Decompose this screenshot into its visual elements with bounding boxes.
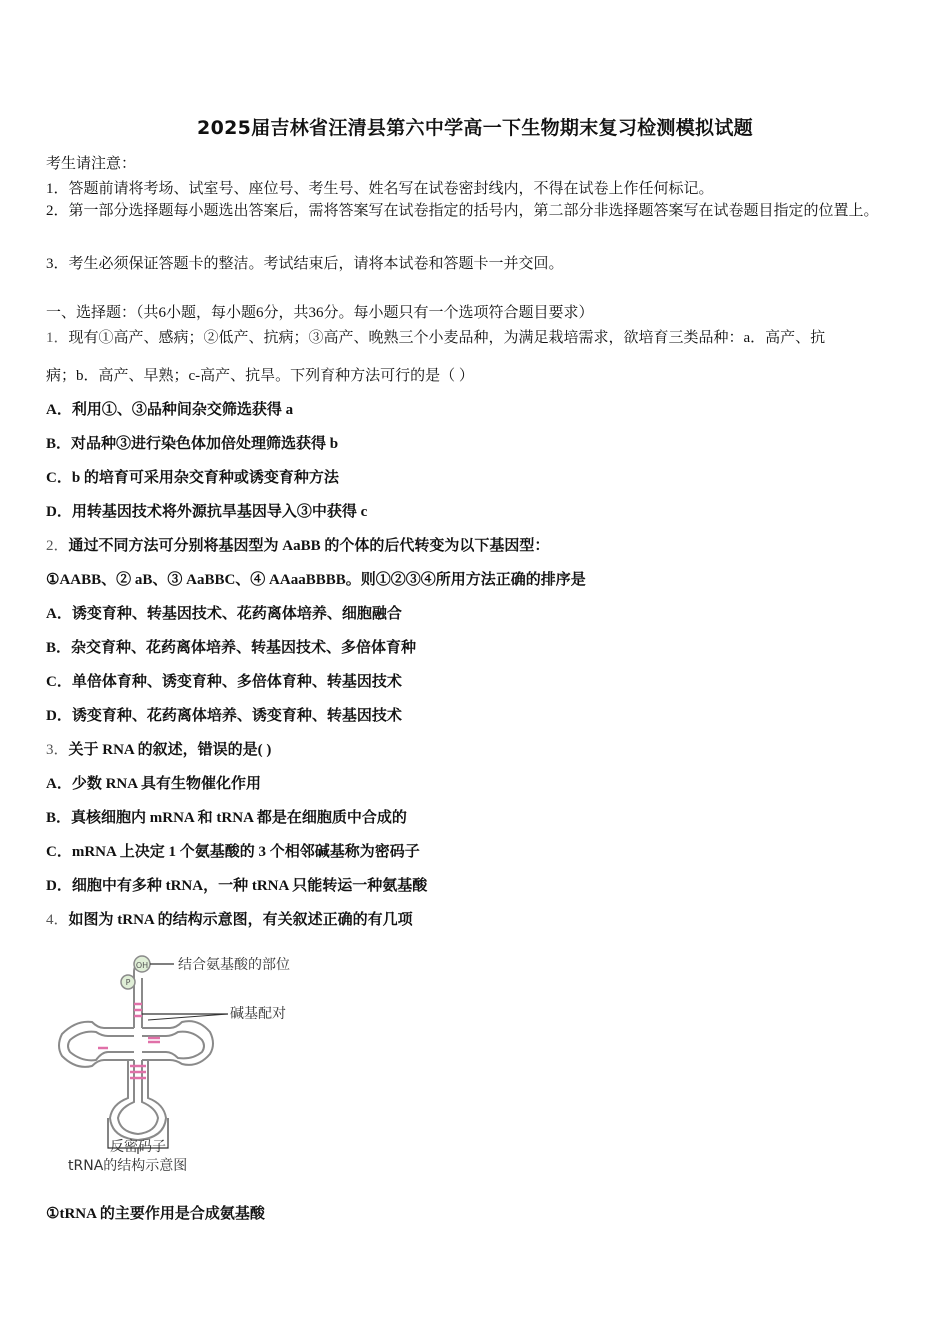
question-4-stem [46, 908, 413, 929]
question-1-option-c: C．b 的培育可采用杂交育种或诱变育种方法 [46, 470, 339, 486]
question-2-option-d: D．诱变育种、花药离体培养、诱变育种、转基因技术 [46, 708, 402, 724]
question-number: 1． [46, 330, 69, 346]
question-1-stem [46, 326, 825, 347]
question-3-option-c: C．mRNA 上决定 1 个氨基酸的 3 个相邻碱基称为密码子 [46, 844, 420, 860]
trna-diagram [52, 948, 322, 1178]
question-3-stem [46, 738, 271, 759]
question-2-option-a: A．诱变育种、转基因技术、花药离体培养、细胞融合 [46, 606, 402, 622]
question-3-option-a: A．少数 RNA 具有生物催化作用 [46, 776, 262, 792]
p-label: P [125, 978, 131, 987]
notice-item-2: 2．第一部分选择题每小题选出答案后，需将答案写在试卷指定的括号内，第二部分非选择题答案写在试卷题目指定的位置上。 [46, 203, 879, 219]
question-4-item-1: ①tRNA 的主要作用是合成氨基酸 [46, 1206, 265, 1222]
question-number: 4． [46, 912, 69, 928]
question-4-stem-line1: 如图为 tRNA 的结构示意图，有关叙述正确的有几项 [68, 912, 413, 928]
question-1-stem-line1: 现有①高产、感病；②低产、抗病；③高产、晚熟三个小麦品种，为满足栽培需求，欲培育三类品种：a．高产、抗 [68, 330, 826, 346]
label-amino-acid-site: 结合氨基酸的部位 [178, 957, 290, 973]
question-1-option-d: D．用转基因技术将外源抗旱基因导入③中获得 c [46, 504, 368, 520]
question-2-stem-line2: ①AABB、② aB、③ AaBBC、④ AAaaBBBB。则①②③④所用方法正确的排序是 [46, 572, 586, 588]
question-3-option-b: B．真核细胞内 mRNA 和 tRNA 都是在细胞质中合成的 [46, 810, 407, 826]
question-2-option-b: B．杂交育种、花药离体培养、转基因技术、多倍体育种 [46, 640, 417, 656]
question-2-stem [46, 534, 549, 555]
question-1-stem-line2: 病；b．高产、早熟；c-高产、抗旱。下列育种方法可行的是（ ） [46, 368, 474, 384]
question-1-option-a: A．利用①、③品种间杂交筛选获得 a [46, 402, 294, 418]
question-2-option-c: C．单倍体育种、诱变育种、多倍体育种、转基因技术 [46, 674, 402, 690]
notice-heading: 考生请注意： [46, 156, 137, 172]
label-base-pairing: 碱基配对 [230, 1006, 286, 1022]
question-number: 2． [46, 538, 69, 554]
notice-item-1: 1．答题前请将考场、试室号、座位号、考生号、姓名写在试卷密封线内，不得在试卷上作任何标记。 [46, 181, 714, 197]
notice-item-3: 3．考生必须保证答题卡的整洁。考试结束后，请将本试卷和答题卡一并交回。 [46, 256, 564, 272]
question-2-stem-line1: 通过不同方法可分别将基因型为 AaBB 的个体的后代转变为以下基因型： [68, 538, 550, 554]
section-heading: 一、选择题：（共6小题，每小题6分，共36分。每小题只有一个选项符合题目要求） [46, 305, 594, 321]
question-number: 3． [46, 742, 69, 758]
oh-label: OH [135, 961, 149, 970]
question-3-option-d: D．细胞中有多种 tRNA，一种 tRNA 只能转运一种氨基酸 [46, 878, 428, 894]
label-anticodon: 反密码子 [110, 1139, 166, 1155]
question-3-stem-line1: 关于 RNA 的叙述，错误的是( ) [68, 742, 272, 758]
figure-caption: tRNA的结构示意图 [68, 1158, 188, 1174]
page-title: 2025届吉林省汪清县第六中学高一下生物期末复习检测模拟试题 [197, 117, 753, 139]
question-1-option-b: B．对品种③进行染色体加倍处理筛选获得 b [46, 436, 339, 452]
